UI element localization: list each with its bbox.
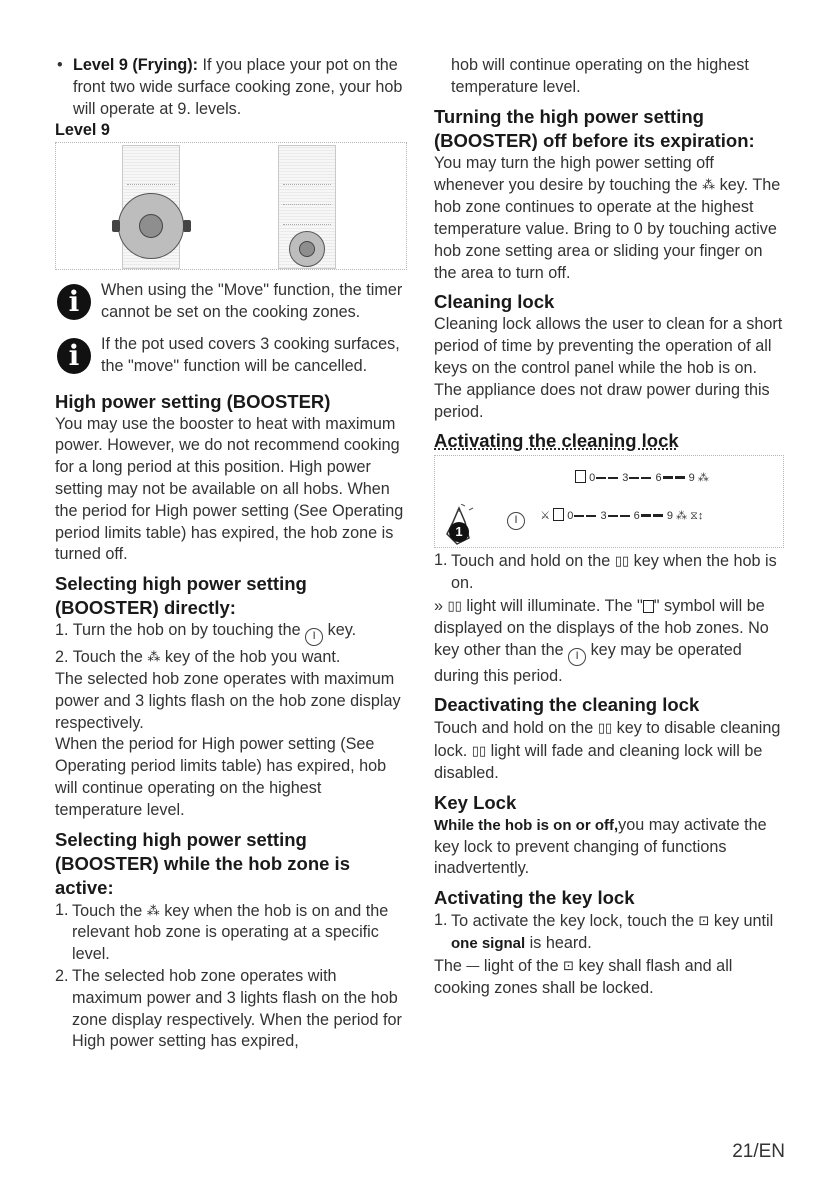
power-icon: I [568,648,586,666]
keylock-step1: 1. To activate the key lock, touch the ⊡ key until one signal is heard. [434,911,774,952]
booster-key-icon: ⁂ [147,649,161,665]
turnoff-text: You may turn the high power setting off whenever you desire by touching the ⁂ key. The hob zone continues to operate at the highest temperature value. Bring to 0 by touching active hob zone setting area or sliding your finger on the area to turn off. [434,153,781,282]
pot-icon [118,193,184,259]
lock-icon: ⊡ [698,913,710,929]
cleaning-text: Cleaning lock allows the user to clean for a short period of time by preventing the operation of all keys on the control panel while the hob is on. The appliance does not draw power during this period. [434,315,783,421]
cleaning-steps [434,550,784,595]
cleaning-heading: Cleaning lock [434,291,555,313]
select-active-step1: 1. Touch the ⁂ key when the hob is on and the relevant hob zone is operating at a specific level. [55,900,389,964]
panel-row-top: 0 3 6 9 ⁂ [575,470,709,484]
cleaning-key-icon: ▯▯ [471,743,487,759]
page-number: 21/EN [732,1141,785,1162]
booster-text: You may use the booster to heat with maximum power. However, we do not recommend cooking for a long period at this position. High power setting may not be available on all hobs. When the period for High power setting (See Operating period limits table) has expired, the hob zone is turned off. [55,414,404,564]
keylock-text: While the hob is on or off,you may activate the key lock to prevent changing of functions inadvertently. [434,815,767,878]
cleaning-symbol-icon [643,600,654,613]
cleaning-key-icon: ▯▯ [447,597,462,613]
keylock-heading: Key Lock [434,791,517,813]
control-panel-figure [434,455,784,548]
select-active-heading: Selecting high power setting (BOOSTER) while the hob zone is active: [55,828,350,898]
power-icon: I [305,628,323,646]
continuation-text: hob will continue operating on the highest temperature level. [451,56,749,96]
level9-bullet-label: Level 9 (Frying): [73,56,199,74]
activating-keylock-heading: Activating the key lock [434,887,635,909]
booster-icon: ⁂ [697,472,709,485]
cleaning-lock-icon: ⚔ [540,510,551,523]
info-icon: i [57,338,91,374]
cleaning-key-icon: ▯▯ [614,553,630,569]
level9-figure [55,142,407,270]
level9-bullet [55,55,407,120]
select-direct-step2: 2. Touch the ⁂ key of the hob you want. [55,648,341,667]
deactivating-text: Touch and hold on the ▯▯ key to disable cleaning lock. ▯▯ light will fade and cleaning lock will be disabled. [434,719,781,782]
keylock-steps [434,910,784,955]
info-note-move-cancelled [55,334,407,378]
light-icon: — [466,957,480,973]
info-icon: i [57,284,91,320]
keylock-text2: The — light of the ⊡ key shall flash and all cooking zones shall be locked. [434,956,733,997]
info-note-move-timer [55,280,407,324]
deactivating-heading: Deactivating the cleaning lock [434,694,700,716]
select-direct-heading: Selecting high power setting (BOOSTER) directly: [55,573,307,619]
cleaning-key-icon: ▯▯ [597,720,613,736]
booster-heading: High power setting (BOOSTER) [55,390,331,412]
select-direct-step1: 1. Turn the hob on by touching the I key. [55,620,407,646]
booster-key-icon: ⁂ [146,902,160,918]
timer-icon: ⧖↕ [690,510,704,523]
left-column [55,55,407,1053]
select-active-step2: 2. The selected hob zone operates with maximum power and 3 lights flash on the hob zone display respectively. When the period for High power setting has expired, [55,966,402,1051]
turnoff-heading: Turning the high power setting (BOOSTER) off before its expiration: [434,105,755,151]
info-note-move-timer-text: When using the "Move" function, the timer cannot be set on the cooking zones. [101,281,403,322]
activating-cleaning-heading: Activating the cleaning lock [434,430,679,452]
select-direct-text2: When the period for High power setting (See Operating period limits table) has expired, hob will continue operating on the highest temperature level. [55,735,387,819]
cleaning-result: » ▯▯ light will illuminate. The " " symbol will be displayed on the displays of the hob zones. No key other than the I key may be operated during this period. [434,596,769,685]
right-column [434,55,784,999]
panel-row-bottom: I ⚔ 0 3 6 9 ⁂ ⧖↕ [507,508,703,530]
lock-icon: ⊡ [563,957,575,973]
level9-figure-label: Level 9 [55,121,110,140]
select-direct-text: The selected hob zone operates with maximum power and 3 lights flash on the hob zone display respectively. [55,669,401,732]
booster-icon: ⁂ [676,510,688,523]
power-icon: I [507,512,525,530]
info-note-move-cancelled-text: If the pot used covers 3 cooking surfaces, the "move" function will be cancelled. [101,334,400,375]
booster-key-icon: ⁂ [702,177,716,193]
select-active-steps [55,900,407,1054]
cleaning-step1: 1. Touch and hold on the ▯▯ key when the hob is on. [434,551,777,593]
level9-bullet-text: If you place your pot on the front two wide surface cooking zone, your hob will operate at 9. levels. [73,56,403,118]
finger-icon: 1 [439,504,479,546]
